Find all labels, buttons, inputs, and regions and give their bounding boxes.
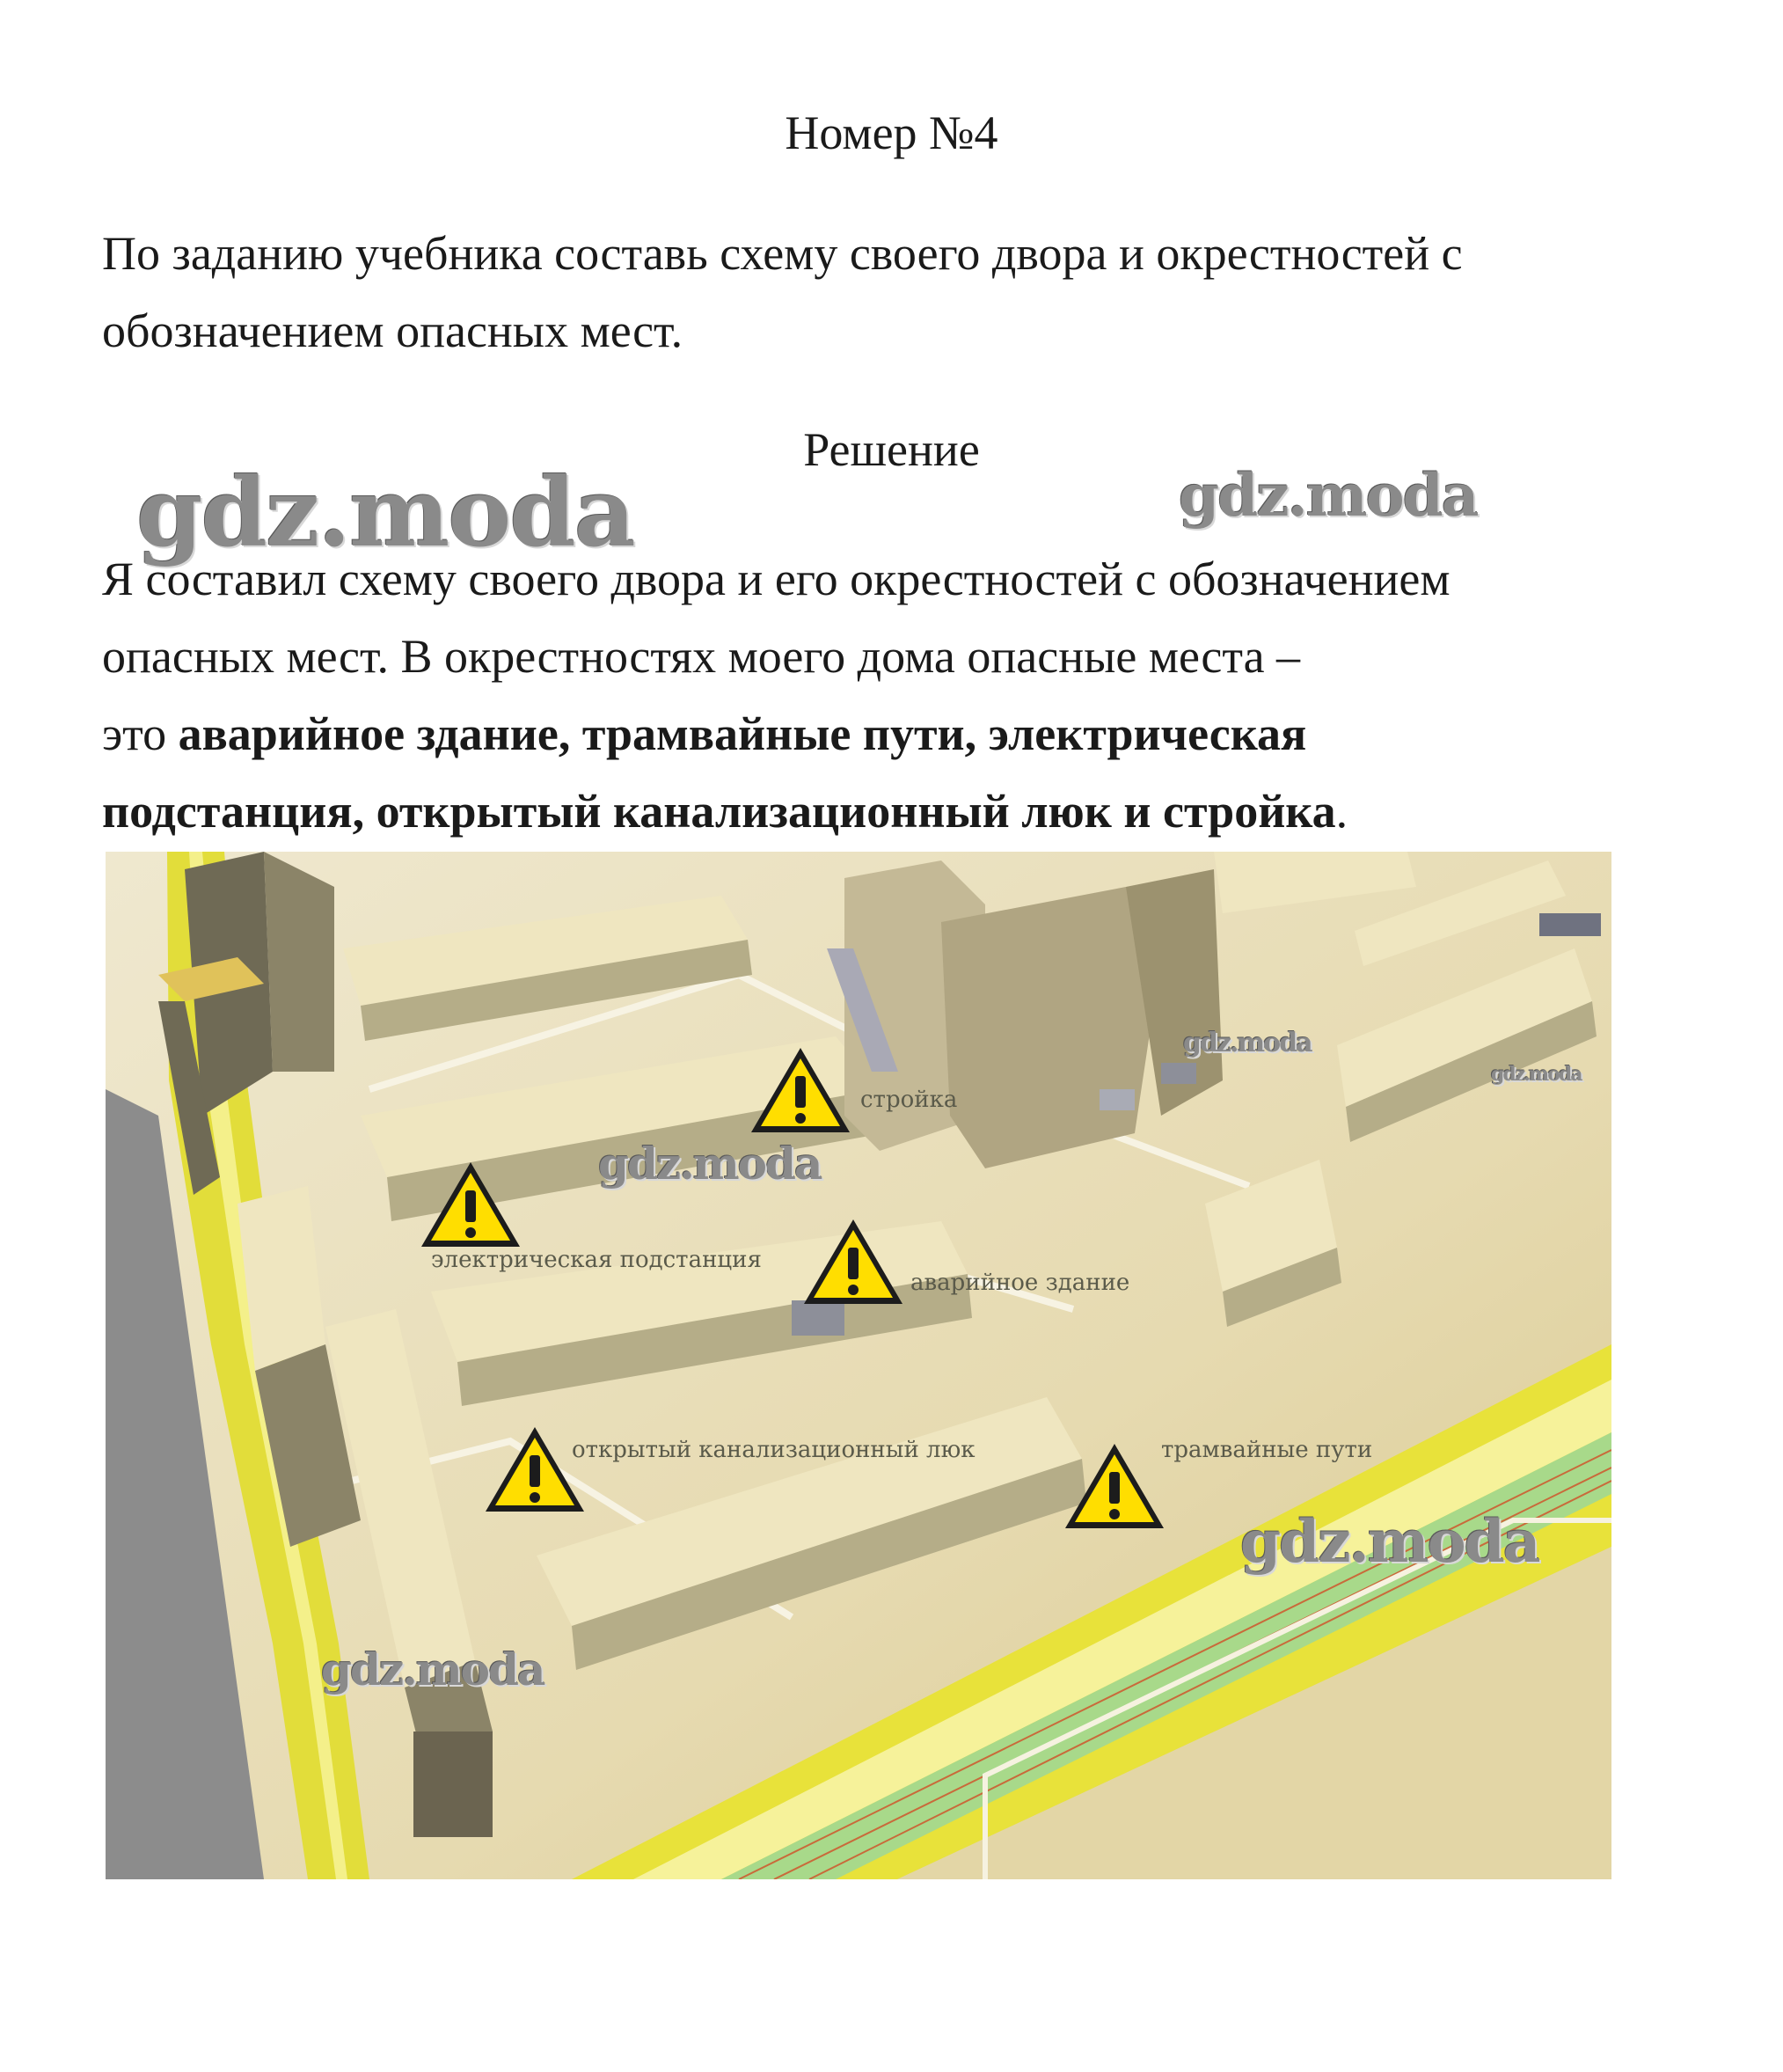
page-title: Номер №4 (785, 106, 998, 159)
watermark: gdz.moda (321, 1644, 544, 1695)
watermark: gdz.moda (1179, 461, 1478, 530)
solution-prefix: это (102, 707, 179, 760)
watermark: gdz.moda (136, 458, 634, 568)
label-construction: стройка (860, 1087, 958, 1113)
watermark: gdz.moda (1183, 1028, 1312, 1058)
yard-map-svg (106, 852, 1611, 1879)
solution-line-2: опасных мест. В окрестностях моего дома опасные места – (102, 630, 1301, 683)
solution-bold-1: аварийное здание, трамвайные пути, электрическая (178, 707, 1307, 760)
watermark: gdz.moda (1491, 1063, 1582, 1086)
watermark: gdz.moda (1240, 1507, 1539, 1576)
label-substation: электрическая подстанция (431, 1247, 762, 1273)
label-open-manhole: открытый канализационный люк (572, 1437, 976, 1463)
solution-line-4 (102, 772, 1685, 850)
task-line-1: По заданию учебника составь схему своего двора и окрестностей с (102, 227, 1463, 280)
solution-title: Решение (803, 423, 980, 476)
label-emergency-building: аварийное здание (910, 1270, 1130, 1296)
dark-lot (413, 1732, 493, 1837)
yard-map (106, 852, 1611, 1879)
task-text (102, 215, 1685, 370)
solution-bold-2: подстанция, открытый канализационный люк и стройка (102, 785, 1336, 838)
solution-period: . (1335, 785, 1348, 838)
solution-line-3 (102, 695, 1685, 772)
solution-text (102, 540, 1685, 850)
watermark: gdz.moda (598, 1138, 822, 1190)
solution-line-1: Я составил схему своего двора и его окрестностей с обозначением (102, 553, 1451, 605)
task-line-2: обозначением опасных мест. (102, 304, 683, 357)
label-tram-tracks: трамвайные пути (1161, 1437, 1373, 1463)
